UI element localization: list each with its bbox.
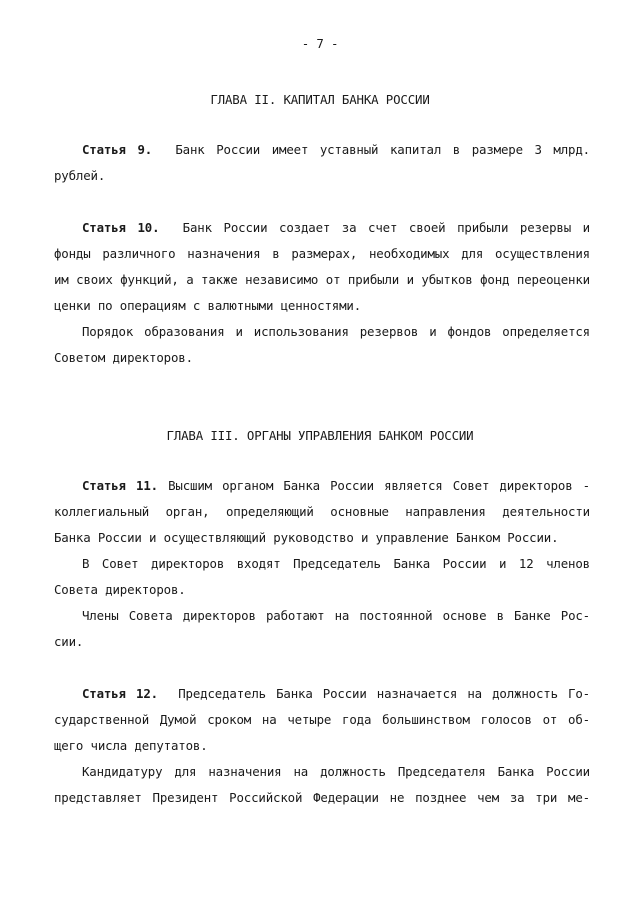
article-10-text-line-3: им своих функций, а также независимо от прибыли и убытков фонд переоценки (54, 272, 590, 287)
article-11-text-line-5: Совета директоров. (54, 582, 186, 597)
article-9-text-line-1: Банк России имеет уставный капитал в размере 3 млрд. (175, 142, 590, 157)
article-10-label: Статья 10. (82, 220, 160, 235)
article-11-text-line-2: коллегиальный орган, определяющий основные направления деятельности (54, 504, 590, 519)
article-9-paragraph-line-1 (54, 142, 590, 157)
chapter-3-title: ГЛАВА III. ОРГАНЫ УПРАВЛЕНИЯ БАНКОМ РОССИИ (166, 428, 474, 443)
article-12-text-line-4: Кандидатуру для назначения на должность Председателя Банка России (82, 764, 590, 779)
article-9-text-line-2: рублей. (54, 168, 106, 183)
article-11-paragraph-line-1 (54, 478, 590, 493)
article-12-text-line-2: сударственной Думой сроком на четыре года большинством голосов от об- (54, 712, 590, 727)
page-number: - 7 - (301, 36, 339, 51)
article-9-label: Статья 9. (82, 142, 153, 157)
article-10-text-line-4: ценки по операциям с валютными ценностями. (54, 298, 362, 313)
chapter-2-title: ГЛАВА II. КАПИТАЛ БАНКА РОССИИ (210, 92, 430, 107)
article-11-text-line-3: Банка России и осуществляющий руководство и управление Банком России. (54, 530, 559, 545)
article-11-text-line-6: Члены Совета директоров работают на постоянной основе в Банке Рос- (82, 608, 590, 623)
article-11-text-line-1: Высшим органом Банка России является Совет директоров - (168, 478, 590, 493)
article-10-text-line-6: Советом директоров. (54, 350, 193, 365)
article-11-text-line-4: В Совет директоров входят Председатель Банка России и 12 членов (82, 556, 590, 571)
article-11-label: Статья 11. (82, 478, 158, 493)
article-12-text-line-1: Председатель Банка России назначается на должность Го- (178, 686, 590, 701)
article-12-label: Статья 12. (82, 686, 158, 701)
article-11-text-line-7: сии. (54, 634, 84, 649)
article-10-paragraph-line-1 (54, 220, 590, 235)
article-10-text-line-5: Порядок образования и использования резервов и фондов определяется (82, 324, 590, 339)
article-10-text-line-2: фонды различного назначения в размерах, необходимых для осуществления (54, 246, 590, 261)
article-12-text-line-5: представляет Президент Российской Федерации не позднее чем за три ме- (54, 790, 590, 805)
article-12-text-line-3: щего числа депутатов. (54, 738, 208, 753)
article-10-text-line-1: Банк России создает за счет своей прибыли резервы и (182, 220, 590, 235)
article-12-paragraph-line-1 (54, 686, 590, 701)
